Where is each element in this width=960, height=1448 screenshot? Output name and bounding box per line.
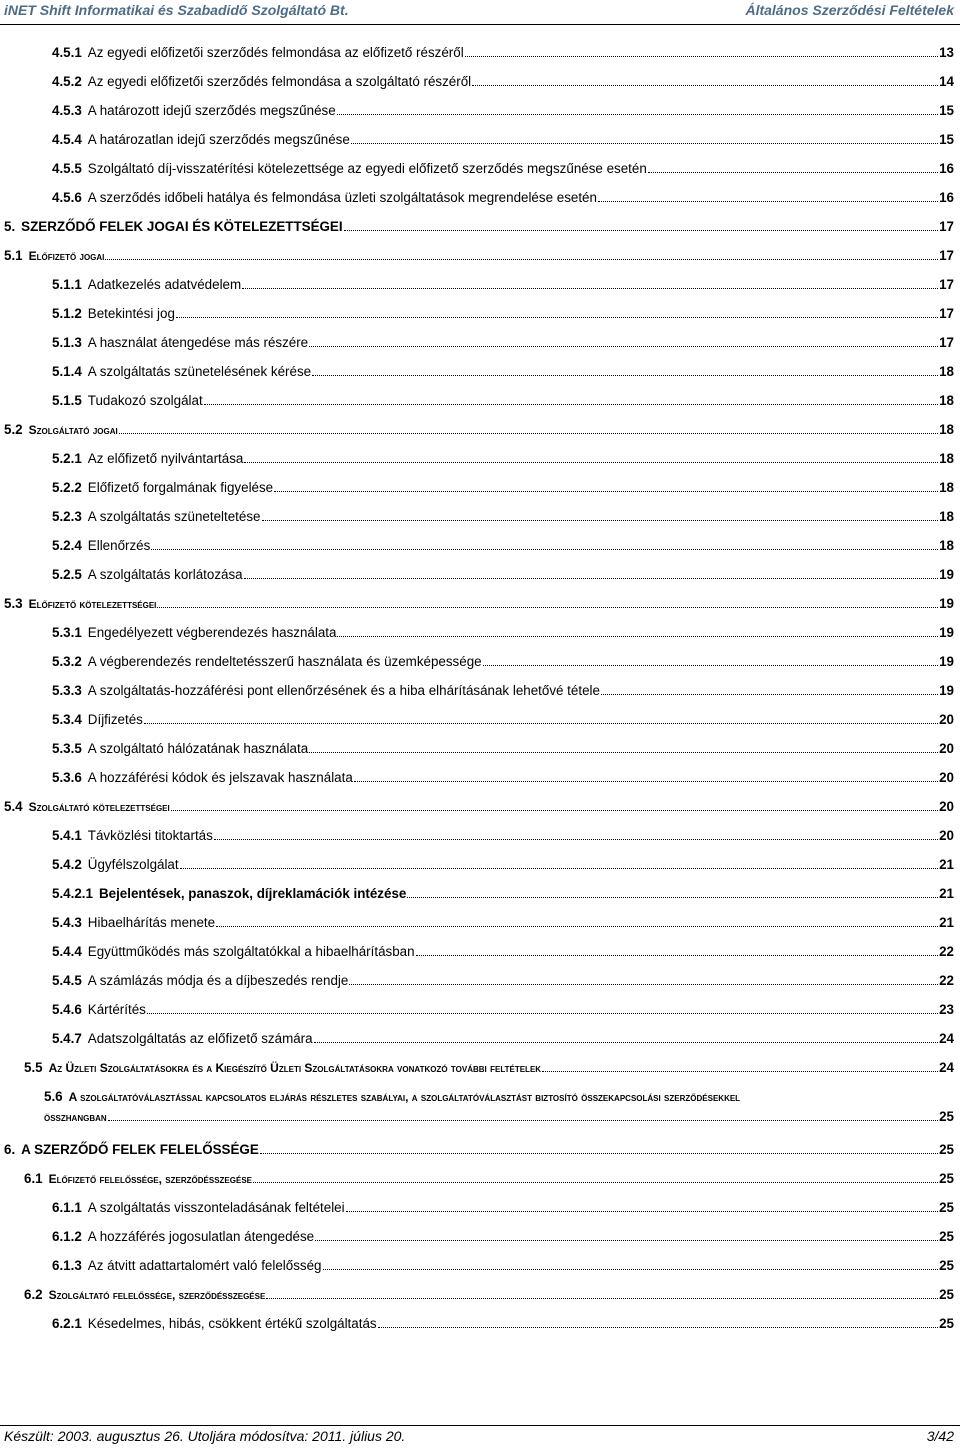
toc-entry-page: 17 [939, 248, 954, 263]
toc-entry-title: Szolgáltató díj-visszatérítési kötelezettsége az egyedi előfizető szerződés megszűnése esetén [87, 161, 647, 176]
toc-leader-dots [242, 288, 938, 289]
toc-entry-page: 19 [939, 567, 954, 582]
toc-entry[interactable] [52, 189, 954, 206]
toc-entry-title: Tudakozó szolgálat [87, 393, 203, 408]
toc-entry[interactable] [52, 44, 954, 61]
toc-entry[interactable] [52, 363, 954, 380]
toc-entry[interactable] [52, 537, 954, 554]
toc-leader-dots [601, 694, 938, 695]
toc-entry[interactable] [52, 1315, 954, 1332]
toc-entry-title: Előfizető felelőssége, szerződésszegése [48, 1172, 252, 1186]
toc-entry-title: A szolgáltatás visszonteladásának feltételei [87, 1200, 345, 1215]
toc-entry[interactable] [52, 972, 954, 989]
toc-entry-number: 5.2.2 [52, 480, 82, 495]
toc-entry-number: 5.4 [4, 799, 23, 814]
toc-entry[interactable] [4, 1141, 954, 1158]
toc-entry-number: 5.4.5 [52, 973, 82, 988]
toc-entry-number: 6.1.1 [52, 1200, 82, 1215]
toc-entry-title: A számlázás módja és a díjbeszedés rendje [87, 973, 349, 988]
toc-leader-dots [119, 433, 938, 434]
toc-entry-page: 25 [939, 1229, 954, 1244]
toc-entry-title: Együttműködés más szolgáltatókkal a hibaelhárításban [87, 944, 415, 959]
toc-entry-page: 17 [939, 277, 954, 292]
toc-leader-dots [151, 549, 938, 550]
toc-entry-title: Előfizető kötelezettségei [28, 597, 157, 611]
toc-entry[interactable] [52, 1257, 954, 1274]
toc-entry-page: 18 [939, 422, 954, 437]
toc-entry[interactable] [52, 943, 954, 960]
toc-leader-dots [147, 1013, 938, 1014]
toc-leader-dots [108, 1120, 938, 1121]
toc-entry-page: 19 [939, 654, 954, 669]
footer-page-number: 3/42 [926, 1428, 954, 1444]
toc-entry-title: A szolgáltató hálózatának használata [87, 741, 309, 756]
toc-entry-title: Ellenőrzés [87, 538, 151, 553]
toc-entry-page: 25 [939, 1142, 954, 1157]
page-footer [4, 1428, 954, 1446]
toc-entry-page: 20 [939, 799, 954, 814]
toc-entry-title: Az előfizető nyilvántartása [87, 451, 244, 466]
toc-entry[interactable] [24, 1170, 954, 1188]
toc-entry-number: 6.1.2 [52, 1229, 82, 1244]
header-doc-title: Általános Szerződési Feltételek [745, 2, 954, 18]
toc-entry-title-continued: összhangban [44, 1110, 107, 1124]
toc-entry[interactable] [4, 798, 954, 816]
toc-entry[interactable] [24, 1059, 954, 1077]
toc-leader-dots [312, 375, 938, 376]
toc-entry[interactable] [52, 914, 954, 931]
toc-entry-title: Adatszolgáltatás az előfizető számára [87, 1031, 313, 1046]
toc-entry-title: A szolgáltatás-hozzáférési pont ellenőrzésének és a hiba elhárításának lehetővé tétele [87, 683, 600, 698]
toc-entry[interactable] [52, 1199, 954, 1216]
toc-leader-dots [378, 1327, 939, 1328]
toc-entry-number: 5.4.1 [52, 828, 82, 843]
toc-entry[interactable] [4, 421, 954, 439]
header-company: iNET Shift Informatikai és Szabadidő Szolgáltató Bt. [4, 2, 349, 18]
toc-entry-number: 5.1.3 [52, 335, 82, 350]
header-rule [0, 24, 960, 25]
toc-leader-dots [204, 404, 938, 405]
toc-entry-page: 18 [939, 538, 954, 553]
toc-entry-number: 4.5.2 [52, 74, 82, 89]
toc-leader-dots [314, 1042, 939, 1043]
toc-entry-number: 4.5.6 [52, 190, 82, 205]
toc-entry-title: Az egyedi előfizetői szerződés felmondása az előfizető részéről [87, 45, 464, 60]
toc-entry-page: 21 [939, 886, 954, 901]
toc-entry[interactable] [52, 566, 954, 583]
toc-leader-dots [465, 56, 938, 57]
toc-leader-dots [244, 578, 938, 579]
toc-entry-page: 18 [939, 509, 954, 524]
toc-leader-dots [171, 810, 938, 811]
toc-entry-page: 16 [939, 161, 954, 176]
toc-leader-dots [407, 897, 938, 898]
toc-entry-title: Az átvitt adattartalomért való felelősség [87, 1258, 322, 1273]
toc-entry-number: 5.1.5 [52, 393, 82, 408]
toc-entry-title: A hozzáférési kódok és jelszavak használata [87, 770, 353, 785]
toc-leader-dots [349, 984, 938, 985]
toc-entry[interactable] [52, 1228, 954, 1245]
toc-entry[interactable] [52, 1001, 954, 1018]
toc-entry-page: 18 [939, 451, 954, 466]
toc-entry-page: 17 [939, 335, 954, 350]
toc-leader-dots [214, 839, 938, 840]
toc-entry-number: 4.5.5 [52, 161, 82, 176]
toc-leader-dots [309, 346, 938, 347]
toc-entry-title: A SZERZŐDŐ FELEK FELELŐSSÉGE [21, 1142, 259, 1157]
toc-leader-dots [472, 85, 938, 86]
toc-entry-page: 20 [939, 770, 954, 785]
toc-entry-page: 17 [939, 306, 954, 321]
toc-leader-dots [274, 491, 938, 492]
footer-dates: Készült: 2003. augusztus 26. Utoljára módosítva: 2011. július 20. [4, 1428, 406, 1444]
toc-leader-dots [144, 723, 938, 724]
toc-entry-page: 25 [939, 1171, 954, 1186]
toc-entry-number: 4.5.1 [52, 45, 82, 60]
toc-entry-page: 18 [939, 364, 954, 379]
toc-leader-dots [157, 607, 938, 608]
toc-leader-dots [542, 1071, 938, 1072]
toc-leader-dots [323, 1269, 939, 1270]
toc-entry-number: 6.1.3 [52, 1258, 82, 1273]
page-header [4, 2, 956, 22]
toc-entry-page: 19 [939, 683, 954, 698]
toc-entry-title: A szolgáltatás szüneteltetése [87, 509, 261, 524]
toc-entry-number: 5.2.1 [52, 451, 82, 466]
toc-entry-title: Előfizető jogai [28, 249, 105, 263]
toc-entry-title: Szolgáltató felelőssége, szerződésszegése [48, 1288, 266, 1302]
toc-entry[interactable] [52, 653, 954, 670]
toc-entry[interactable] [52, 624, 954, 641]
toc-entry-title: Adatkezelés adatvédelem [87, 277, 242, 292]
toc-entry-number: 5.4.2.1 [52, 886, 93, 901]
toc-entry-continuation[interactable] [44, 1108, 954, 1126]
toc-entry-page: 25 [939, 1258, 954, 1273]
toc-entry-number: 5.4.7 [52, 1031, 82, 1046]
toc-entry-title: A végberendezés rendeltetésszerű használata és üzemképessége [87, 654, 482, 669]
toc-entry-number: 5.2 [4, 422, 23, 437]
toc-entry[interactable] [24, 1286, 954, 1304]
footer-rule [0, 1425, 960, 1426]
toc-entry[interactable] [4, 247, 954, 265]
toc-entry-number: 6.1 [24, 1171, 43, 1186]
toc-entry[interactable] [44, 1088, 954, 1106]
toc-leader-dots [216, 926, 938, 927]
toc-entry-number: 5.6 [44, 1089, 63, 1104]
toc-entry-title: Az egyedi előfizetői szerződés felmondása a szolgáltató részéről [87, 74, 472, 89]
toc-entry-title: A szolgáltatóválasztással kapcsolatos eljárás részletes szabályai, a szolgáltatóválasztást biztosító összekapcsolási szerződésekkel [68, 1090, 741, 1104]
toc-entry-page: 19 [939, 625, 954, 640]
toc-entry-number: 5.4.3 [52, 915, 82, 930]
toc-entry-page: 16 [939, 190, 954, 205]
toc-leader-dots [337, 636, 938, 637]
toc-entry-page: 15 [939, 103, 954, 118]
toc-entry-page: 20 [939, 712, 954, 727]
toc-entry-number: 5.2.3 [52, 509, 82, 524]
toc-entry-title: A használat átengedése más részére [87, 335, 309, 350]
toc-entry[interactable] [52, 856, 954, 873]
toc-entry-title: Ügyfélszolgálat [87, 857, 179, 872]
toc-entry-number: 5. [4, 219, 16, 234]
toc-leader-dots [354, 781, 938, 782]
toc-entry-number: 6.2.1 [52, 1316, 82, 1331]
toc-entry[interactable] [52, 740, 954, 757]
toc-entry[interactable] [52, 305, 954, 322]
toc-entry-page: 21 [939, 915, 954, 930]
toc-entry-number: 5.3.2 [52, 654, 82, 669]
toc-entry-page: 20 [939, 741, 954, 756]
toc-entry-page: 18 [939, 393, 954, 408]
toc-entry[interactable] [52, 711, 954, 728]
toc-entry-number: 5.3.3 [52, 683, 82, 698]
toc-entry-title: Késedelmes, hibás, csökkent értékű szolgáltatás [87, 1316, 377, 1331]
toc-entry-number: 5.3.5 [52, 741, 82, 756]
toc-entry-page: 25 [939, 1200, 954, 1215]
toc-leader-dots [180, 868, 938, 869]
toc-entry-title: Szolgáltató jogai [28, 423, 118, 437]
toc-leader-dots [648, 172, 938, 173]
toc-entry[interactable] [4, 218, 954, 235]
toc-entry-page: 14 [939, 74, 954, 89]
toc-leader-dots [346, 1211, 938, 1212]
toc-leader-dots [244, 462, 938, 463]
toc-entry-title: A szolgáltatás szünetelésének kérése [87, 364, 312, 379]
toc-entry-number: 4.5.4 [52, 132, 82, 147]
toc-entry-page: 13 [939, 45, 954, 60]
toc-entry-page: 23 [939, 1002, 954, 1017]
toc-leader-dots [351, 143, 938, 144]
toc-entry-number: 6.2 [24, 1287, 43, 1302]
toc-entry-number: 5.3.6 [52, 770, 82, 785]
toc-entry[interactable] [52, 160, 954, 177]
toc-entry-number: 5.2.4 [52, 538, 82, 553]
toc-entry-title: Engedélyezett végberendezés használata [87, 625, 337, 640]
toc-entry-title: Bejelentések, panaszok, díjreklamációk intézése [98, 886, 407, 901]
toc-entry-title: A szerződés időbeli hatálya és felmondása üzleti szolgáltatások megrendelése esetén [87, 190, 597, 205]
toc-entry[interactable] [52, 450, 954, 467]
toc-entry-page: 17 [939, 219, 954, 234]
toc-leader-dots [598, 201, 938, 202]
toc-entry-number: 5.2.5 [52, 567, 82, 582]
toc-leader-dots [260, 1153, 938, 1154]
toc-entry-title: A határozatlan idejű szerződés megszűnése [87, 132, 350, 147]
toc-entry-page: 22 [939, 973, 954, 988]
toc-entry[interactable] [52, 1030, 954, 1047]
toc-entry-title: Szolgáltató kötelezettségei [28, 800, 170, 814]
toc-entry-title: Díjfizetés [87, 712, 143, 727]
toc-leader-dots [416, 955, 939, 956]
toc-leader-dots [309, 752, 938, 753]
toc-entry-number: 5.4.6 [52, 1002, 82, 1017]
toc-entry-number: 5.1 [4, 248, 23, 263]
toc-leader-dots [483, 665, 939, 666]
toc-entry-page: 25 [939, 1109, 954, 1124]
toc-entry-title: Az Üzleti Szolgáltatásokra és a Kiegészítő Üzleti Szolgáltatásokra vonatkozó további feltételek [48, 1061, 542, 1075]
toc-leader-dots [105, 259, 938, 260]
toc-entry[interactable] [52, 827, 954, 844]
toc-entry-page: 24 [939, 1031, 954, 1046]
toc-entry-number: 5.3.4 [52, 712, 82, 727]
toc-entry-page: 19 [939, 596, 954, 611]
toc-entry[interactable] [52, 276, 954, 293]
toc-entry[interactable] [52, 102, 954, 119]
toc-entry[interactable] [4, 595, 954, 613]
toc-entry-title: A határozott idejű szerződés megszűnése [87, 103, 336, 118]
toc-entry-page: 21 [939, 857, 954, 872]
toc-entry-page: 15 [939, 132, 954, 147]
toc-entry-number: 5.4.2 [52, 857, 82, 872]
toc-entry-title: Kártérítés [87, 1002, 146, 1017]
toc-entry-number: 5.1.4 [52, 364, 82, 379]
toc-entry-page: 20 [939, 828, 954, 843]
toc-entry-title: Betekintési jog [87, 306, 175, 321]
toc-entry-title: Hibaelhárítás menete [87, 915, 216, 930]
toc-entry[interactable] [52, 682, 954, 699]
toc-entry[interactable] [52, 334, 954, 351]
toc-entry-number: 4.5.3 [52, 103, 82, 118]
toc-leader-dots [253, 1182, 938, 1183]
toc-leader-dots [176, 317, 938, 318]
toc-entry[interactable] [52, 769, 954, 786]
toc-entry-page: 24 [939, 1060, 954, 1075]
toc-entry[interactable] [52, 73, 954, 90]
toc-entry-number: 5.4.4 [52, 944, 82, 959]
toc-entry[interactable] [52, 508, 954, 525]
toc-leader-dots [266, 1298, 938, 1299]
toc-entry-page: 18 [939, 480, 954, 495]
toc-leader-dots [344, 230, 939, 231]
toc-entry-title: SZERZŐDŐ FELEK JOGAI ÉS KÖTELEZETTSÉGEI [21, 219, 343, 234]
toc-entry[interactable] [52, 885, 954, 902]
toc-entry-number: 6. [4, 1142, 16, 1157]
toc-leader-dots [337, 114, 938, 115]
toc-entry[interactable] [52, 392, 954, 409]
toc-entry-number: 5.1.1 [52, 277, 82, 292]
toc-entry-page: 25 [939, 1316, 954, 1331]
toc-entry-number: 5.3 [4, 596, 23, 611]
toc-entry-page: 25 [939, 1287, 954, 1302]
toc-entry-title: A szolgáltatás korlátozása [87, 567, 243, 582]
toc-entry-number: 5.3.1 [52, 625, 82, 640]
toc-entry-page: 22 [939, 944, 954, 959]
toc-entry-title: Távközlési titoktartás [87, 828, 213, 843]
toc-entry[interactable] [52, 479, 954, 496]
toc-entry-number: 5.1.2 [52, 306, 82, 321]
toc-entry-title: Előfizető forgalmának figyelése [87, 480, 274, 495]
toc-entry-number: 5.5 [24, 1060, 43, 1075]
toc-leader-dots [262, 520, 939, 521]
toc-entry[interactable] [52, 131, 954, 148]
toc-leader-dots [315, 1240, 938, 1241]
toc-entry-title: A hozzáférés jogosulatlan átengedése [87, 1229, 315, 1244]
